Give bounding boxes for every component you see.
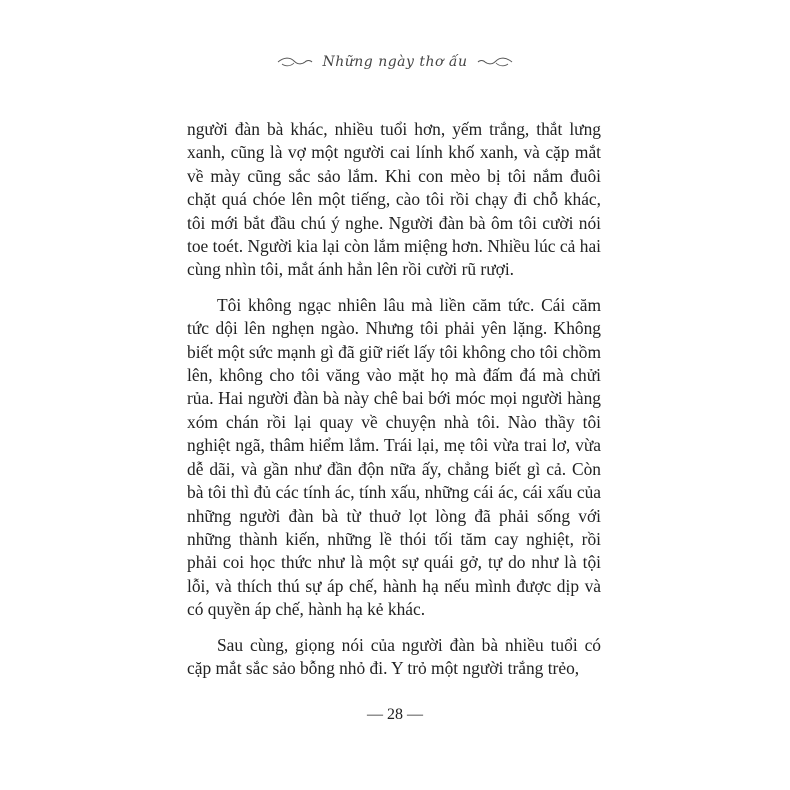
right-flourish-icon: [476, 55, 514, 69]
paragraph-continued: người đàn bà khác, nhiều tuổi hơn, yếm trắng, thắt lưng xanh, cũng là vợ một người cai lính khố xanh, và cặp mắt về mày cũng sắc sảo lắm. Khi con mèo bị tôi nắm đuôi chặt quá chóe lên một tiếng, cào tôi rồi chạy đi chỗ khác, tôi mới bắt đầu chú ý nghe. Người đàn bà ôm tôi cười nói toe toét. Người kia lại còn lắm miệng hơn. Nhiều lúc cả hai cùng nhìn tôi, mắt ánh hẳn lên rồi cười rũ rượi.: [187, 119, 601, 280]
running-header: [0, 54, 790, 70]
paragraph: Tôi không ngạc nhiên lâu mà liền căm tức. Cái căm tức dội lên nghẹn ngào. Nhưng tôi phải yên lặng. Không biết một sức mạnh gì đã giữ riết lấy tôi không cho tôi chồm lên, không cho tôi văng vào mặt họ mà đấm đá mà chửi rủa. Hai người đàn bà này chê bai bới móc mọi người hàng xóm chán rồi lại quay về chuyện nhà tôi. Nào thầy tôi nghiệt ngã, thâm hiểm lắm. Trái lại, mẹ tôi vừa trai lơ, vừa dễ dãi, và gần như đần độn nữa ấy, chẳng biết gì cả. Còn bà tôi thì đủ các tính ác, tính xấu, những cái ác, cái xấu của những người đàn bà từ thuở lọt lòng đã phải sống với những thành kiến, những lề thói tối tăm cay nghiệt, rồi phải coi học thức như là một sự quái gở, tự do như là tội lỗi, và thích thú sự áp chế, hành hạ nếu mình được dịp và có quyền áp chế, hành hạ kẻ khác.: [187, 294, 601, 620]
body-text: [187, 118, 601, 680]
page-number: — 28 —: [367, 706, 423, 723]
running-header-title: Những ngày thơ ấu: [322, 54, 468, 70]
paragraph: Sau cùng, giọng nói của người đàn bà nhiều tuổi có cặp mắt sắc sảo bỗng nhỏ đi. Y trỏ một người trắng trẻo,: [187, 634, 601, 678]
left-flourish-icon: [276, 55, 314, 69]
